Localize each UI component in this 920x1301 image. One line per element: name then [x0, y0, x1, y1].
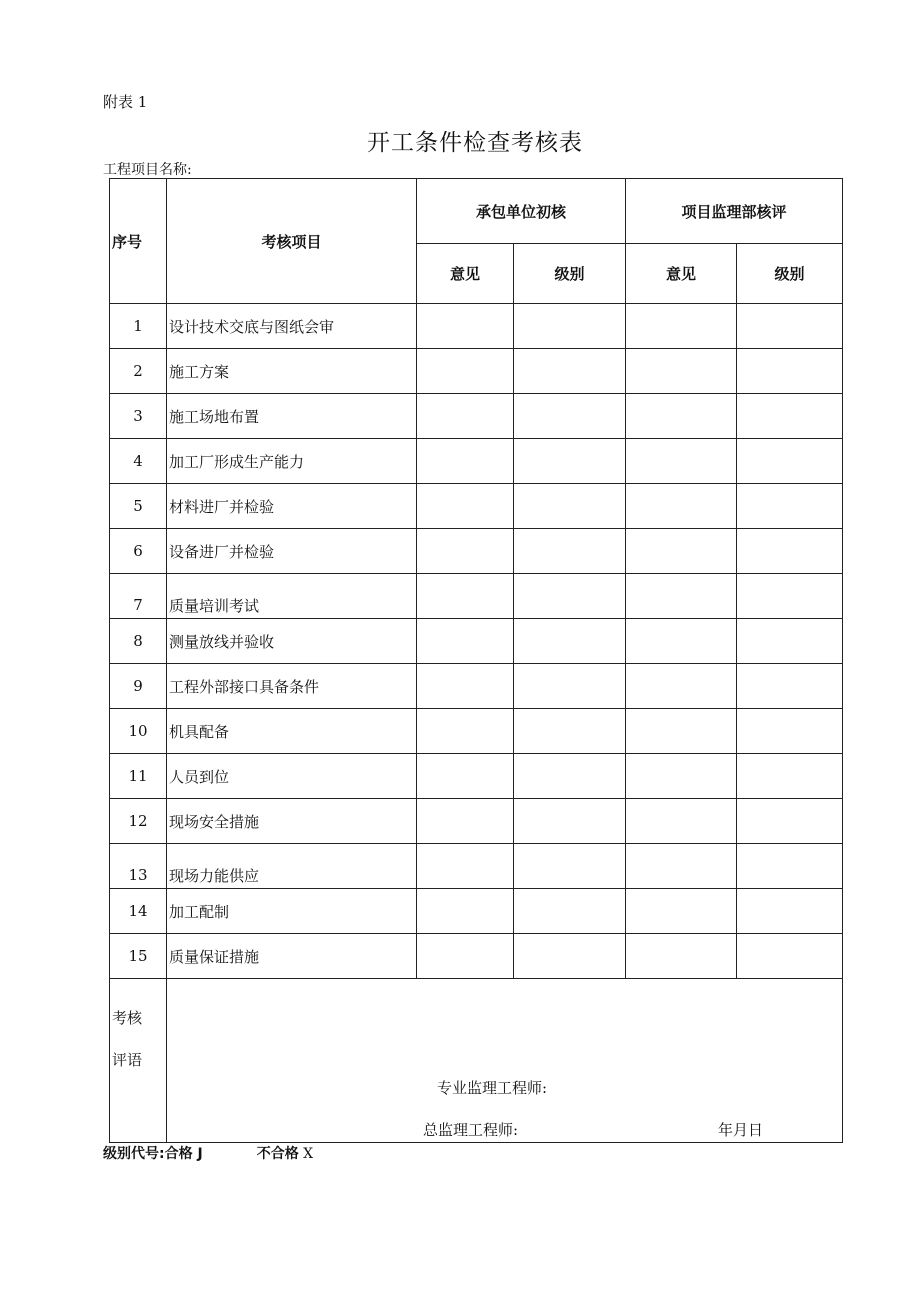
table-row	[110, 889, 843, 934]
table-row	[110, 619, 843, 664]
table-row	[110, 709, 843, 754]
row-number: 9	[110, 664, 167, 709]
table-row	[110, 799, 843, 844]
grade-code-label: 级别代号:	[103, 1146, 165, 1162]
row-number: 3	[110, 394, 167, 439]
contractor-opinion-cell[interactable]	[417, 889, 514, 934]
grade-code-legend	[103, 1143, 313, 1163]
supervision-grade-cell[interactable]	[737, 304, 843, 349]
table-row	[110, 439, 843, 484]
header-contractor: 承包单位初核	[417, 179, 626, 244]
contractor-grade-cell[interactable]	[514, 844, 626, 889]
contractor-grade-cell[interactable]	[514, 349, 626, 394]
row-number: 10	[110, 709, 167, 754]
supervision-opinion-cell[interactable]	[626, 529, 737, 574]
table-row	[110, 304, 843, 349]
table-row	[110, 394, 843, 439]
header-supervision: 项目监理部核评	[626, 179, 843, 244]
contractor-opinion-cell[interactable]	[417, 799, 514, 844]
supervision-opinion-cell[interactable]	[626, 709, 737, 754]
supervision-opinion-cell[interactable]	[626, 799, 737, 844]
contractor-opinion-cell[interactable]	[417, 574, 514, 619]
row-number: 6	[110, 529, 167, 574]
header-contractor-opinion: 意见	[417, 244, 514, 304]
supervision-grade-cell[interactable]	[737, 664, 843, 709]
contractor-grade-cell[interactable]	[514, 484, 626, 529]
contractor-opinion-cell[interactable]	[417, 844, 514, 889]
contractor-grade-cell[interactable]	[514, 574, 626, 619]
row-item: 设备进厂并检验	[167, 529, 417, 574]
table-row	[110, 754, 843, 799]
table-row	[110, 349, 843, 394]
row-item: 设计技术交底与图纸会审	[167, 304, 417, 349]
row-number: 13	[110, 844, 167, 889]
supervision-grade-cell[interactable]	[737, 934, 843, 979]
supervision-opinion-cell[interactable]	[626, 664, 737, 709]
supervision-opinion-cell[interactable]	[626, 844, 737, 889]
fail-label: 不合格	[256, 1146, 299, 1162]
table-row	[110, 934, 843, 979]
supervision-opinion-cell[interactable]	[626, 934, 737, 979]
contractor-grade-cell[interactable]	[514, 709, 626, 754]
supervision-grade-cell[interactable]	[737, 709, 843, 754]
supervision-grade-cell[interactable]	[737, 889, 843, 934]
contractor-grade-cell[interactable]	[514, 799, 626, 844]
remark-label-line2: 评语	[112, 1051, 143, 1069]
supervision-grade-cell[interactable]	[737, 529, 843, 574]
project-name-label: 工程项目名称:	[103, 162, 192, 178]
date-label: 年月日	[718, 1121, 764, 1139]
row-item: 材料进厂并检验	[167, 484, 417, 529]
chief-engineer-signature-label: 总监理工程师:	[423, 1121, 519, 1139]
row-item: 加工配制	[167, 889, 417, 934]
row-number: 15	[110, 934, 167, 979]
supervision-grade-cell[interactable]	[737, 844, 843, 889]
contractor-grade-cell[interactable]	[514, 619, 626, 664]
supervision-opinion-cell[interactable]	[626, 574, 737, 619]
row-number: 11	[110, 754, 167, 799]
engineer-signature-label: 专业监理工程师:	[437, 1079, 548, 1097]
contractor-opinion-cell[interactable]	[417, 709, 514, 754]
row-item: 测量放线并验收	[167, 619, 417, 664]
row-number: 2	[110, 349, 167, 394]
remark-area[interactable]	[167, 979, 843, 1143]
row-number: 1	[110, 304, 167, 349]
supervision-grade-cell[interactable]	[737, 619, 843, 664]
contractor-grade-cell[interactable]	[514, 529, 626, 574]
supervision-opinion-cell[interactable]	[626, 394, 737, 439]
row-item: 现场力能供应	[167, 844, 417, 889]
row-item: 施工方案	[167, 349, 417, 394]
supervision-grade-cell[interactable]	[737, 484, 843, 529]
contractor-grade-cell[interactable]	[514, 889, 626, 934]
supervision-grade-cell[interactable]	[737, 574, 843, 619]
contractor-opinion-cell[interactable]	[417, 619, 514, 664]
fail-code: X	[303, 1146, 314, 1162]
row-number: 7	[110, 574, 167, 619]
supervision-opinion-cell[interactable]	[626, 349, 737, 394]
header-contractor-grade: 级别	[514, 244, 626, 304]
contractor-grade-cell[interactable]	[514, 934, 626, 979]
supervision-opinion-cell[interactable]	[626, 439, 737, 484]
table-row	[110, 664, 843, 709]
supervision-opinion-cell[interactable]	[626, 889, 737, 934]
table-row	[110, 844, 843, 889]
row-number: 14	[110, 889, 167, 934]
row-number: 12	[110, 799, 167, 844]
supervision-opinion-cell[interactable]	[626, 754, 737, 799]
row-item: 质量培训考试	[167, 574, 417, 619]
row-item: 施工场地布置	[167, 394, 417, 439]
table-row	[110, 574, 843, 619]
table-row	[110, 529, 843, 574]
pass-code: 合格 J	[164, 1146, 203, 1162]
row-item: 机具配备	[167, 709, 417, 754]
supervision-opinion-cell[interactable]	[626, 619, 737, 664]
contractor-opinion-cell[interactable]	[417, 484, 514, 529]
supervision-grade-cell[interactable]	[737, 799, 843, 844]
header-seq: 序号	[110, 179, 167, 304]
supervision-grade-cell[interactable]	[737, 394, 843, 439]
row-item: 现场安全措施	[167, 799, 417, 844]
header-supervision-opinion: 意见	[626, 244, 737, 304]
annex-label: 附表 1	[103, 93, 148, 111]
row-number: 8	[110, 619, 167, 664]
contractor-grade-cell[interactable]	[514, 304, 626, 349]
row-number: 5	[110, 484, 167, 529]
row-number: 4	[110, 439, 167, 484]
row-item: 人员到位	[167, 754, 417, 799]
contractor-opinion-cell[interactable]	[417, 394, 514, 439]
row-item: 质量保证措施	[167, 934, 417, 979]
contractor-opinion-cell[interactable]	[417, 349, 514, 394]
inspection-table	[109, 178, 843, 1143]
supervision-grade-cell[interactable]	[737, 439, 843, 484]
contractor-grade-cell[interactable]	[514, 394, 626, 439]
header-item: 考核项目	[167, 179, 417, 304]
row-item: 加工厂形成生产能力	[167, 439, 417, 484]
contractor-grade-cell[interactable]	[514, 439, 626, 484]
supervision-grade-cell[interactable]	[737, 349, 843, 394]
table-row	[110, 484, 843, 529]
contractor-opinion-cell[interactable]	[417, 304, 514, 349]
contractor-opinion-cell[interactable]	[417, 934, 514, 979]
supervision-opinion-cell[interactable]	[626, 484, 737, 529]
row-item: 工程外部接口具备条件	[167, 664, 417, 709]
contractor-opinion-cell[interactable]	[417, 439, 514, 484]
contractor-opinion-cell[interactable]	[417, 754, 514, 799]
supervision-grade-cell[interactable]	[737, 754, 843, 799]
page-title: 开工条件检查考核表	[367, 130, 583, 156]
header-supervision-grade: 级别	[737, 244, 843, 304]
remark-label	[110, 979, 167, 1143]
contractor-opinion-cell[interactable]	[417, 529, 514, 574]
contractor-opinion-cell[interactable]	[417, 664, 514, 709]
remark-label-line1: 考核	[112, 1009, 143, 1027]
contractor-grade-cell[interactable]	[514, 754, 626, 799]
supervision-opinion-cell[interactable]	[626, 304, 737, 349]
contractor-grade-cell[interactable]	[514, 664, 626, 709]
